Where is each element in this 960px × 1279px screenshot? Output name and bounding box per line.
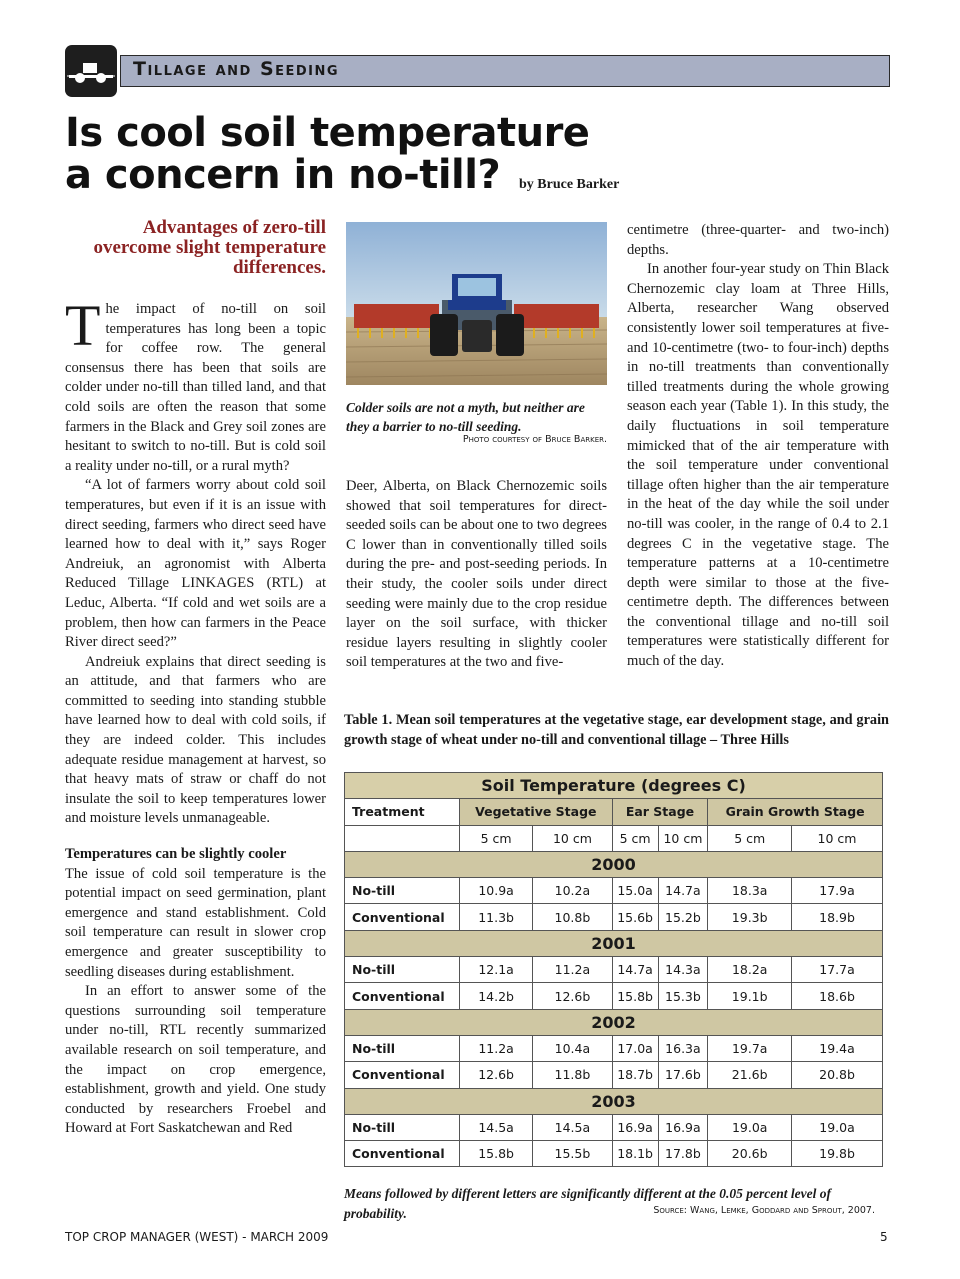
treatment-label: Conventional xyxy=(345,904,460,930)
col1-subhead: Temperatures can be slightly cooler xyxy=(65,846,287,863)
section-title: Tillage and Seeding xyxy=(133,58,340,80)
temperature-cell: 12.6b xyxy=(460,1062,533,1088)
table-row xyxy=(345,904,883,930)
treatment-label: No-till xyxy=(345,1114,460,1140)
table-year-row xyxy=(345,1009,883,1035)
column-3 xyxy=(627,221,889,672)
temperature-cell: 15.3b xyxy=(658,983,708,1009)
temperature-cell: 18.9b xyxy=(792,904,883,930)
temperature-cell: 10.8b xyxy=(533,904,612,930)
temperature-cell: 20.6b xyxy=(708,1141,792,1167)
temperature-cell: 19.3b xyxy=(708,904,792,930)
treatment-label: Conventional xyxy=(345,1062,460,1088)
temperature-cell: 16.3a xyxy=(658,1035,708,1061)
year-label: 2001 xyxy=(345,930,883,956)
temperature-cell: 11.8b xyxy=(533,1062,612,1088)
table-source: Source: Wang, Lemke, Goddard and Sprout, 2007. xyxy=(653,1205,875,1216)
temperature-cell: 16.9a xyxy=(658,1114,708,1140)
temperature-cell: 14.5a xyxy=(533,1114,612,1140)
col2-paragraph-1: Deer, Alberta, on Black Chernozemic soils showed that soil temperatures for direct-seeded soils can be about one to two degrees C lower than in conventionally tilled soils during the pre- and post-seeding periods. In their study, the cooler soils under direct seeding were mainly due to the crop residue layer on the soil surface, with thicker residue layers resulting in slightly cooler soil temperatures at the two and five- xyxy=(346,478,607,671)
year-label: 2000 xyxy=(345,851,883,877)
depth-header: 10 cm xyxy=(658,825,708,851)
soil-temperature-table xyxy=(344,772,883,1167)
temperature-cell: 12.6b xyxy=(533,983,612,1009)
treatment-label: No-till xyxy=(345,1035,460,1061)
table-row xyxy=(345,878,883,904)
depth-header: 10 cm xyxy=(792,825,883,851)
temperature-cell: 10.2a xyxy=(533,878,612,904)
temperature-cell: 18.3a xyxy=(708,878,792,904)
table-year-row xyxy=(345,1088,883,1114)
temperature-cell: 18.1b xyxy=(612,1141,658,1167)
temperature-cell: 19.7a xyxy=(708,1035,792,1061)
temperature-cell: 14.2b xyxy=(460,983,533,1009)
temperature-cell: 12.1a xyxy=(460,957,533,983)
temperature-cell: 19.0a xyxy=(792,1114,883,1140)
temperature-cell: 14.7a xyxy=(612,957,658,983)
page-number: 5 xyxy=(880,1230,888,1244)
treatment-label: No-till xyxy=(345,878,460,904)
temperature-cell: 17.6b xyxy=(658,1062,708,1088)
temperature-cell: 15.2b xyxy=(658,904,708,930)
col1-paragraph-3: Andreiuk explains that direct seeding is an attitude, and that farmers who are committed to seeding into standing stubble have learned how to deal with cold soils, if they are indeed colder. This includes adequate residue management at harvest, so that heavy mats of straw or chaff do not insulate the soil to keep temperatures lower and moisture levels unmanageable. xyxy=(65,653,326,827)
temperature-cell: 19.0a xyxy=(708,1114,792,1140)
temperature-cell: 17.7a xyxy=(792,957,883,983)
depth-header: 5 cm xyxy=(612,825,658,851)
group-header-vegetative: Vegetative Stage xyxy=(460,799,613,825)
temperature-cell: 15.8b xyxy=(460,1141,533,1167)
temperature-cell: 15.0a xyxy=(612,878,658,904)
temperature-cell: 14.5a xyxy=(460,1114,533,1140)
temperature-cell: 17.9a xyxy=(792,878,883,904)
group-header-grain: Grain Growth Stage xyxy=(708,799,883,825)
temperature-cell: 15.5b xyxy=(533,1141,612,1167)
photo-caption: Colder soils are not a myth, but neither are they a barrier to no-till seeding. xyxy=(346,400,585,434)
headline-line-2: a concern in no-till? xyxy=(65,152,501,198)
section-header xyxy=(65,45,890,97)
depth-header: 5 cm xyxy=(708,825,792,851)
photo-credit: Photo courtesy of Bruce Barker. xyxy=(462,434,607,445)
temperature-cell: 14.3a xyxy=(658,957,708,983)
temperature-cell: 15.6b xyxy=(612,904,658,930)
temperature-cell: 14.7a xyxy=(658,878,708,904)
treatment-label: Conventional xyxy=(345,983,460,1009)
temperature-cell: 11.2a xyxy=(460,1035,533,1061)
section-bar xyxy=(120,55,890,87)
table-title-row xyxy=(345,773,883,799)
tractor-photo xyxy=(346,222,607,385)
table-footnote: Means followed by different letters are significantly different at the 0.05 percent level of probability. xyxy=(344,1186,831,1221)
column-2 xyxy=(346,477,607,673)
col1-paragraph-2: “A lot of farmers worry about cold soil temperatures, but even if it is an issue with direct seeding, farmers who direct seed have learned how to deal with it,” says Roger Andreiuk, an agronomist with Alberta Reduced Tillage LINKAGES (RTL) at Leduc, Alberta. “If cold and wet soils are a problem, then how can farmers in the Peace River direct seed?” xyxy=(65,477,326,651)
table-year-row xyxy=(345,930,883,956)
table-depth-row xyxy=(345,825,883,851)
table-group-row xyxy=(345,799,883,825)
temperature-cell: 17.8b xyxy=(658,1141,708,1167)
dropcap: T xyxy=(65,293,101,358)
temperature-cell: 17.0a xyxy=(612,1035,658,1061)
table-year-row xyxy=(345,851,883,877)
column-1 xyxy=(65,293,326,1139)
treatment-label: No-till xyxy=(345,957,460,983)
table-row xyxy=(345,1062,883,1088)
footer-publication: TOP CROP MANAGER (WEST) - MARCH 2009 xyxy=(65,1230,329,1244)
temperature-cell: 10.9a xyxy=(460,878,533,904)
deck: Advantages of zero-till overcome slight temperature differences. xyxy=(93,217,326,278)
table-caption: Table 1. Mean soil temperatures at the vegetative stage, ear development stage, and grain growth stage of wheat under no-till and conventional tillage – Three Hills xyxy=(344,712,889,748)
table-row xyxy=(345,1114,883,1140)
table-row xyxy=(345,1141,883,1167)
treatment-label: Conventional xyxy=(345,1141,460,1167)
temperature-cell: 21.6b xyxy=(708,1062,792,1088)
col1-paragraph-4: The issue of cold soil temperature is the potential impact on seed germination, plant emergence and stand establishment. Cold soil temperature can result in slower crop emergence and greater susceptibility to seedling diseases during establishment. xyxy=(65,865,326,980)
depth-header-blank xyxy=(345,825,460,851)
tractor-icon xyxy=(65,45,117,97)
temperature-cell: 11.2a xyxy=(533,957,612,983)
table-title: Soil Temperature (degrees C) xyxy=(345,773,883,799)
temperature-cell: 19.1b xyxy=(708,983,792,1009)
temperature-cell: 20.8b xyxy=(792,1062,883,1088)
depth-header: 5 cm xyxy=(460,825,533,851)
table-row xyxy=(345,983,883,1009)
byline: by Bruce Barker xyxy=(519,177,620,192)
col1-paragraph-1 xyxy=(65,293,326,476)
col1-paragraph-1-text: he impact of no-till on soil temperatures has long been a topic for coffee row. The general consensus there has been that soils are colder under no-till than tilled land, and that cold soils are often the reason that some farmers in the Black and Grey soil zones are hesitant to switch to no-till. But is cold soil a reality under no-till, or a rural myth? xyxy=(65,301,326,474)
headline-line-1: Is cool soil temperature xyxy=(65,110,590,156)
section-icon-box xyxy=(65,45,117,97)
temperature-cell: 19.4a xyxy=(792,1035,883,1061)
temperature-cell: 18.2a xyxy=(708,957,792,983)
temperature-cell: 18.7b xyxy=(612,1062,658,1088)
table-body xyxy=(345,851,883,1167)
col1-paragraph-5: In an effort to answer some of the questions surrounding soil temperature under no-till, RTL recently summarized available research on soil temperature, and the impact on crop emergence, establishment, growth and yield. One study conducted by researchers Froebel and Howard at Fort Saskatchewan and Red xyxy=(65,983,326,1137)
treatment-header: Treatment xyxy=(345,799,460,825)
year-label: 2002 xyxy=(345,1009,883,1035)
temperature-cell: 15.8b xyxy=(612,983,658,1009)
table-row xyxy=(345,1035,883,1061)
col3-paragraph-2: In another four-year study on Thin Black Chernozemic clay loam at Three Hills, Alberta, researcher Wang observed consistently lower soil temperatures at five- and 10-centimetre (two- to four-inch) depths in no-till treatments than conventionally tilled treatments during the whole growing season each year (Table 1). In this study, the daily fluctuations in soil temperature mimicked that of the air temperature with the soil temperature under conventional tillage often higher than the air temperature in the heat of the day while the soil under no-till was cooler, in the range of 0.4 to 2.1 degrees C in the vegetative stage. The temperature patterns at a 10-centimetre depth were similar to those at the five-centimetre depth. The differences between the conventional tillage and no-till soil temperatures were statistically different for much of the day. xyxy=(627,261,889,670)
temperature-cell: 11.3b xyxy=(460,904,533,930)
year-label: 2003 xyxy=(345,1088,883,1114)
depth-header: 10 cm xyxy=(533,825,612,851)
table-row xyxy=(345,957,883,983)
temperature-cell: 19.8b xyxy=(792,1141,883,1167)
col3-paragraph-1: centimetre (three-quarter- and two-inch) depths. xyxy=(627,222,889,258)
temperature-cell: 18.6b xyxy=(792,983,883,1009)
group-header-ear: Ear Stage xyxy=(612,799,708,825)
temperature-cell: 16.9a xyxy=(612,1114,658,1140)
temperature-cell: 10.4a xyxy=(533,1035,612,1061)
